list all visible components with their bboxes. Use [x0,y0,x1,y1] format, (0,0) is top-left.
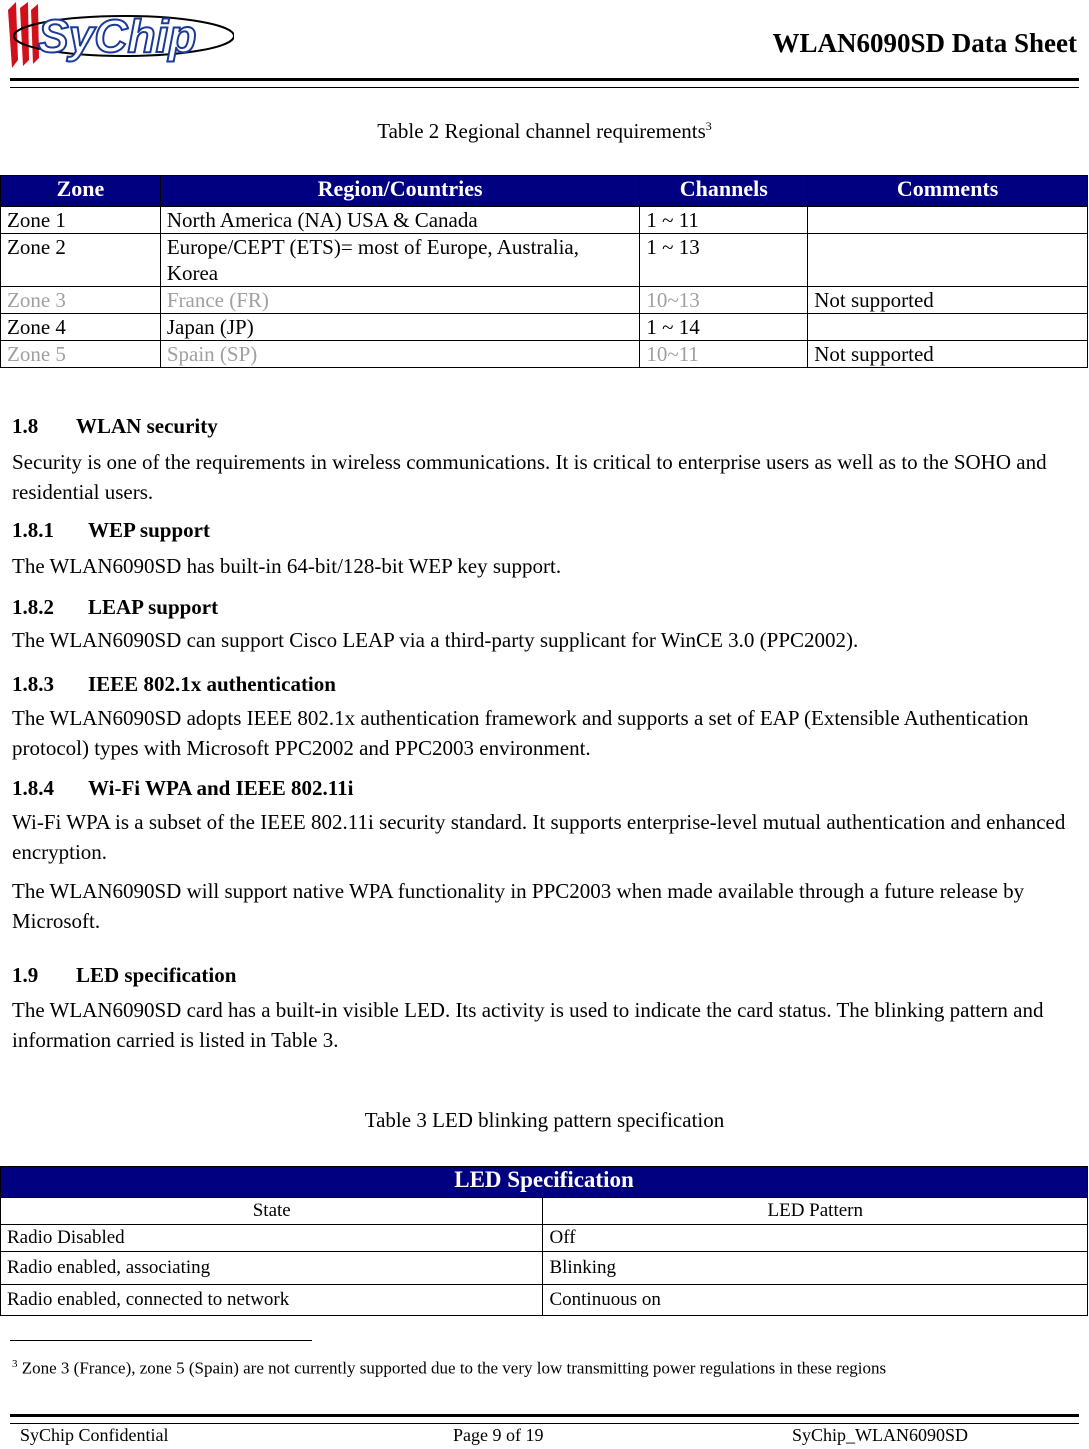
pattern-cell: Off [543,1225,1088,1252]
table-row [1,1225,1088,1252]
zone-cell: Zone 2 [1,234,161,287]
table-header-row [1,1198,1088,1225]
pattern-cell: Continuous on [543,1285,1088,1316]
table-title: LED Specification [1,1167,1088,1198]
col-header-state: State [1,1198,543,1225]
comments-cell: Not supported [808,287,1088,314]
region-cell: North America (NA) USA & Canada [160,207,640,234]
col-header-comments: Comments [808,176,1088,207]
section-text-1-9: The WLAN6090SD card has a built-in visible LED. Its activity is used to indicate the card status. The blinking pattern and information carried is listed in Table 3. [12,998,1044,1052]
channels-cell: 10~13 [640,287,808,314]
col-header-zone: Zone [1,176,161,207]
footnote-rule [10,1340,312,1341]
section-text-1-8-4: Wi-Fi WPA is a subset of the IEEE 802.11i security standard. It supports enterprise-level mutual authentication and enhanced encryption. [12,810,1066,864]
section-text-1-8-3: The WLAN6090SD adopts IEEE 802.1x authentication framework and supports a set of EAP (Extensible Authentication protocol) types with Microsoft PPC2002 and PPC2003 environment. [12,706,1029,760]
state-cell: Radio enabled, connected to network [1,1285,543,1316]
section-heading-1-8-3: 1.8.3 IEEE 802.1x authentication [12,672,336,696]
zone-cell: Zone 1 [1,207,161,234]
section-heading-1-8-1: 1.8.1 WEP support [12,518,210,542]
footnote-mark: 3 [12,1358,18,1370]
zone-cell: Zone 3 [1,287,161,314]
table-header-row [1,176,1088,207]
footer-left: SyChip Confidential [20,1425,169,1445]
section-heading-1-8-4: 1.8.4 Wi-Fi WPA and IEEE 802.11i [12,776,354,800]
led-spec-table [0,1166,1088,1316]
logo-text: SyChip [38,10,197,62]
footer-rule [10,1414,1079,1424]
col-header-region: Region/Countries [160,176,640,207]
regional-channel-table [0,175,1088,368]
col-header-channels: Channels [640,176,808,207]
channels-cell: 1 ~ 11 [640,207,808,234]
region-cell: France (FR) [160,287,640,314]
header-rule [10,78,1079,88]
region-cell: Europe/CEPT (ETS)= most of Europe, Australia, Korea [160,234,640,287]
section-heading-1-8: 1.8 WLAN security [12,414,218,438]
document-title: WLAN6090SD Data Sheet [772,28,1077,58]
section-text-1-8: Security is one of the requirements in wireless communications. It is critical to enterprise users as well as to the SOHO and residential users. [12,450,1047,504]
comments-cell [808,314,1088,341]
state-cell: Radio Disabled [1,1225,543,1252]
footer-right: SyChip_WLAN6090SD [792,1425,969,1445]
table-row [1,341,1088,368]
table-row [1,1285,1088,1316]
region-cell: Japan (JP) [160,314,640,341]
table-row [1,287,1088,314]
table-row [1,1252,1088,1285]
footnote-text: Zone 3 (France), zone 5 (Spain) are not currently supported due to the very low transmitting power regulations in these regions [21,1358,887,1378]
table-row [1,314,1088,341]
region-cell: Spain (SP) [160,341,640,368]
zone-cell: Zone 5 [1,341,161,368]
section-heading-1-8-2: 1.8.2 LEAP support [12,595,219,619]
channels-cell: 1 ~ 14 [640,314,808,341]
table-row [1,234,1088,287]
section-text-1-8-2: The WLAN6090SD can support Cisco LEAP via a third-party supplicant for WinCE 3.0 (PPC2002). [12,628,859,652]
comments-cell: Not supported [808,341,1088,368]
table2-caption: Table 2 Regional channel requirements$^3$ [377,119,712,143]
channels-cell: 10~11 [640,341,808,368]
comments-cell [808,207,1088,234]
section-text-1-8-4-b: The WLAN6090SD will support native WPA functionality in PPC2003 when made available through a future release by Microsoft. [12,879,1025,933]
table-title-row [1,1167,1088,1198]
section-heading-1-9: 1.9 LED specification [12,963,237,987]
zone-cell: Zone 4 [1,314,161,341]
channels-cell: 1 ~ 13 [640,234,808,287]
sychip-logo [4,0,234,72]
footnote [12,1352,1062,1381]
comments-cell [808,234,1088,287]
table3-caption: Table 3 LED blinking pattern specification [364,1108,725,1132]
footnote-ref: 3 [705,119,712,133]
col-header-pattern: LED Pattern [543,1198,1088,1225]
table-row [1,207,1088,234]
pattern-cell: Blinking [543,1252,1088,1285]
state-cell: Radio enabled, associating [1,1252,543,1285]
section-text-1-8-1: The WLAN6090SD has built-in 64-bit/128-bit WEP key support. [12,554,562,578]
footer-page-number: Page 9 of 19 [453,1425,544,1445]
